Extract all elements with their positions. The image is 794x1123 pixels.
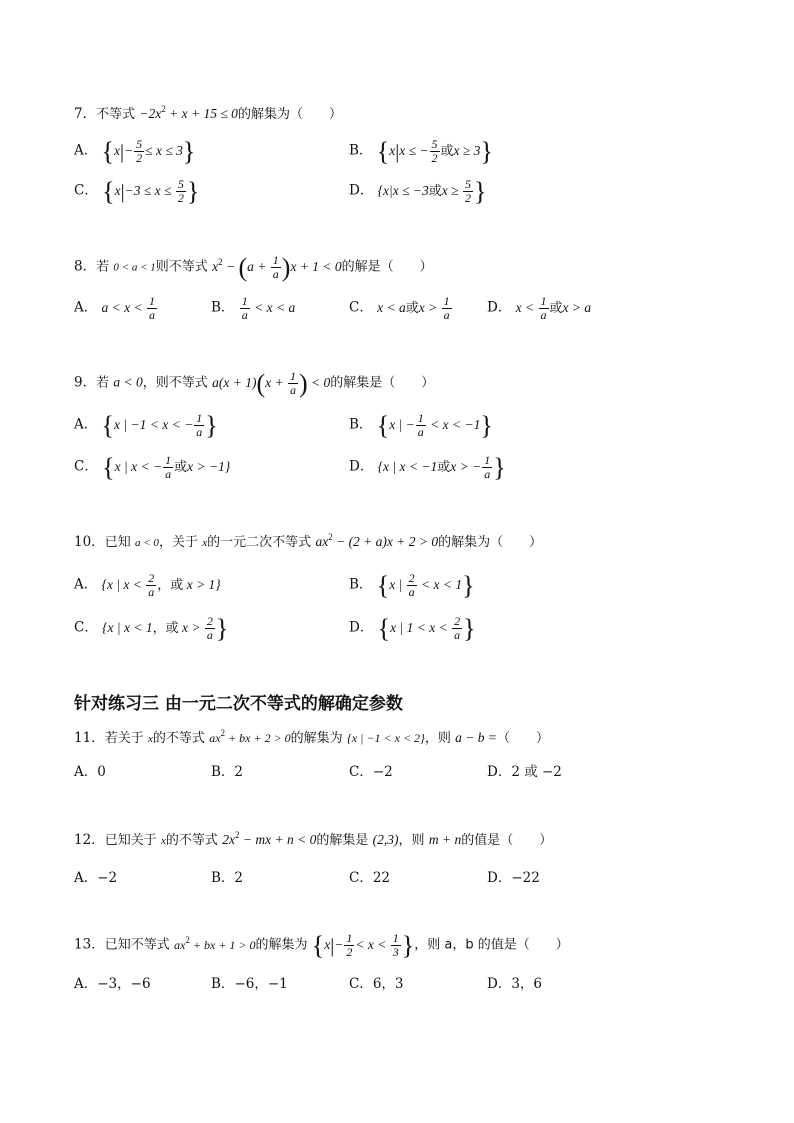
question-stem-mid3: ，则 [424,731,451,746]
option-a[interactable]: A． {x | −1 < x < − $\frac{1}{a}$ } [74,410,218,440]
option-a[interactable]: A． {x | x < $\frac{2}{a}$ ，或 x > 1} [74,571,221,599]
question-stem: 已知 [104,535,131,550]
option-d[interactable]: D．3，6 [487,976,543,992]
option-c[interactable]: C．22 [349,870,391,886]
option-b[interactable]: B． {x | $\frac{2}{a}$ < x < 1} [349,570,475,600]
question-10: 10．已知 a < 0，关于 x的一元二次不等式 $ax^2 - (2 + a)x + 2 > 0$的解集为（ ） [74,532,543,550]
question-number: 12． [74,832,105,848]
question-stem-mid: 的解集为 [255,937,308,953]
question-number: 13． [74,936,105,953]
option-c[interactable]: C． x < a或x > $\frac{1}{a}$ [349,294,450,322]
option-label: B． [349,142,373,159]
or-word: 或 [440,143,454,159]
question-stem: 若关于 [104,731,144,746]
option-label: A． [74,416,98,433]
question-stem-end: ，则 a，b 的值是（ ） [414,937,569,953]
option-label: A． [74,299,98,316]
question-number: 7． [74,106,97,122]
question-stem-end: 的解集为（ ） [237,107,342,122]
option-label: B． [349,576,373,593]
option-label: C． [74,458,98,475]
option-label: C． [74,619,98,636]
question-stem-mid: 的不等式 [165,833,218,848]
question-stem: 已知关于 [104,833,157,848]
question-stem: 若 [96,259,110,275]
question-13: 13．已知不等式 $ax^2$ + bx + 1 > 0的解集为 {x|− $\frac{1}{2}$ < x < $\frac{1}{3}$ }，则 a，b 的值是（ ） [74,930,569,960]
option-label: B． [211,299,235,316]
option-a[interactable]: A．0 [74,764,106,780]
question-stem-end: （ ） [497,731,550,746]
question-9: 9．若 a < 0，则不等式 a(x + 1)(x + $\frac{1}{a}$ ) < 0的解集是（ ） [74,368,435,398]
option-label: B． [349,416,373,433]
option-label: C． [74,182,98,199]
question-stem-end: 的解是（ ） [341,259,433,275]
or-word: ，或 [152,620,179,636]
option-d[interactable]: D． {x|x ≤ −3或x ≥ $\frac{5}{2}$ } [349,176,487,206]
question-stem: 不等式 [96,107,136,122]
option-label: D． [349,458,374,475]
option-d[interactable]: D． x < $\frac{1}{a}$ 或x > a [487,294,592,322]
question-number: 8． [74,258,97,275]
option-a[interactable]: A． a < x < $\frac{1}{a}$ [74,294,156,322]
or-word: 或 [428,183,442,199]
option-c[interactable]: C． {x|−3 ≤ x ≤ $\frac{5}{2}$ } [74,176,200,206]
or-word: 或 [437,459,451,475]
option-label: A． [74,142,98,159]
question-stem-mid3: ，则 [398,833,425,848]
question-number: 9． [74,374,97,391]
option-label: D． [487,299,512,316]
inequality: $-2x^2 + x + 15 \le 0$ [139,104,238,121]
question-stem-mid: 则不等式 [155,259,208,275]
option-b[interactable]: B．2 [211,870,244,886]
option-d[interactable]: D．2 或 −2 [487,764,562,780]
section-header: 针对练习三 由一元二次不等式的解确定参数 [74,694,403,714]
question-stem-mid2: 的解集为 [290,731,343,746]
option-a[interactable]: A．−3，−6 [74,976,151,992]
or-word: 或 [174,459,188,475]
question-stem: 若 [96,375,110,391]
question-stem-mid: ，则不等式 [142,375,208,391]
option-a[interactable]: A．−2 [74,870,118,886]
option-b[interactable]: B． {x|x ≤ − $\frac{5}{2}$ 或x ≥ 3} [349,136,493,166]
option-label: D． [349,619,374,636]
question-7 [74,102,342,122]
option-b[interactable]: B．−6，−1 [211,976,288,992]
option-b[interactable]: B．2 [211,764,244,780]
option-d[interactable]: D． {x | x < −1或x > − $\frac{1}{a}$ } [349,452,506,482]
question-stem: 已知不等式 [104,937,170,953]
option-label: A． [74,576,98,593]
option-d[interactable]: D．−22 [487,870,540,886]
question-stem-end: 的值是（ ） [461,833,553,848]
question-stem-mid2: 的一元二次不等式 [207,535,312,550]
question-stem-end: 的解集为（ ） [438,535,543,550]
option-label: C． [349,299,373,316]
question-number: 11． [74,730,105,746]
question-12: 12．已知关于 x的不等式 $2x^2$ − mx + n < 0的解集是 (2,3)，则 m + n的值是（ ） [74,830,553,848]
or-word: ，或 [157,577,184,593]
question-stem-mid: 的不等式 [152,731,205,746]
option-b[interactable]: B． {x | − $\frac{1}{a}$ < x < −1} [349,410,493,440]
option-label: D． [349,182,374,199]
option-c[interactable]: C．6，3 [349,976,404,992]
option-d[interactable]: D． {x | 1 < x < $\frac{2}{a}$ } [349,613,476,643]
question-number: 10． [74,534,105,550]
question-stem-end: 的解集是（ ） [330,375,435,391]
question-stem-mid: ，关于 [158,535,198,550]
option-c[interactable]: C． {x | x < − $\frac{1}{a}$ 或x > −1} [74,452,231,482]
question-stem-mid2: 的解集是 [316,833,369,848]
question-11: 11．若关于 x的不等式 $ax^2$ + bx + 2 > 0的解集为 {x | −1 < x < 2}，则 a − b =（ ） [74,728,550,746]
or-word: 或 [549,300,563,316]
option-c[interactable]: C．−2 [349,764,393,780]
option-c[interactable]: C． {x | x < 1，或 x > $\frac{2}{a}$ } [74,613,229,643]
or-word: 或 [405,300,419,316]
option-b[interactable]: B． $\frac{1}{a}$ < x < a [211,294,296,322]
question-8: 8．若 0 < a < 1则不等式 $x^2 - (a$ + $\frac{1}{a}$ )x + 1 < 0的解是（ ） [74,252,433,282]
option-a[interactable]: A． {x|− $\frac{5}{2}$ ≤ x ≤ 3} [74,136,196,166]
